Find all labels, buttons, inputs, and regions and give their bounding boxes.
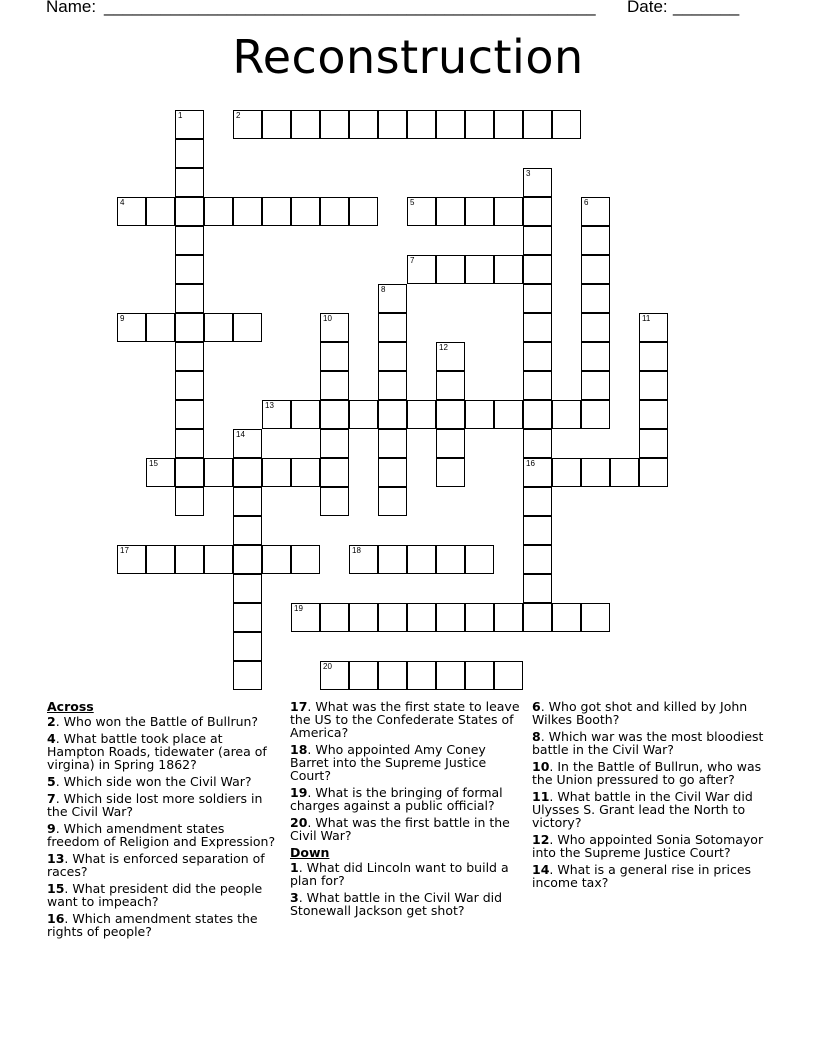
clue-item: 11. What battle in the Civil War did Ulysses S. Grant lead the North to victory? <box>532 789 753 830</box>
grid-cell[interactable] <box>494 661 523 690</box>
grid-cell[interactable] <box>349 603 378 632</box>
grid-cell[interactable] <box>378 458 407 487</box>
grid-cell[interactable] <box>320 371 349 400</box>
clue-item-number: 14 <box>532 862 550 877</box>
clue-item-text: What is a general rise in prices income tax? <box>532 862 752 890</box>
clue-item-number: 12 <box>532 832 550 847</box>
clue-number: 20 <box>323 662 332 671</box>
grid-cell[interactable] <box>378 661 407 690</box>
grid-cell[interactable] <box>552 458 581 487</box>
grid-cell[interactable] <box>436 458 465 487</box>
down-clue-list <box>290 861 522 917</box>
grid-cell[interactable] <box>233 197 262 226</box>
clue-item-number: 17 <box>290 699 308 714</box>
grid-cell[interactable] <box>146 313 175 342</box>
grid-cell[interactable] <box>291 110 320 139</box>
across-clue-list <box>47 715 279 938</box>
clue-number: 14 <box>236 430 245 439</box>
clue-number: 6 <box>584 198 589 207</box>
clue-item-text: What battle in the Civil War did Ulysses S. Grant lead the North to victory? <box>532 789 753 830</box>
grid-cell[interactable] <box>523 110 552 139</box>
grid-cell[interactable] <box>204 458 233 487</box>
clue-item-number: 6 <box>532 699 541 714</box>
clue-item-text: In the Battle of Bullrun, who was the Union pressured to go after? <box>532 759 762 787</box>
grid-cell[interactable] <box>494 400 523 429</box>
grid-cell[interactable] <box>639 371 668 400</box>
clue-item-number: 16 <box>47 911 65 926</box>
grid-cell[interactable] <box>552 110 581 139</box>
grid-cell[interactable] <box>291 400 320 429</box>
clue-item-text: What battle in the Civil War did Stonewall Jackson get shot? <box>290 890 503 918</box>
grid-cell[interactable] <box>233 110 262 139</box>
grid-cell[interactable] <box>262 110 291 139</box>
grid-cell[interactable] <box>233 458 262 487</box>
grid-cell[interactable] <box>349 110 378 139</box>
grid-cell[interactable] <box>117 197 146 226</box>
clue-number: 17 <box>120 546 129 555</box>
grid-cell[interactable] <box>407 110 436 139</box>
clue-item: 10. In the Battle of Bullrun, who was the Union pressured to go after? <box>532 759 762 787</box>
grid-cell[interactable] <box>378 110 407 139</box>
grid-cell[interactable] <box>233 603 262 632</box>
grid-cell[interactable] <box>378 603 407 632</box>
grid-cell[interactable] <box>320 313 349 342</box>
grid-cell[interactable] <box>407 545 436 574</box>
clues-column-3 <box>532 700 772 893</box>
grid-cell[interactable] <box>175 139 204 168</box>
grid-cell[interactable] <box>465 545 494 574</box>
grid-cell[interactable] <box>465 110 494 139</box>
clue-item-text: Which amendment states the rights of people? <box>47 911 258 939</box>
clue-item-text: Who got shot and killed by John Wilkes Booth? <box>532 699 748 727</box>
grid-cell[interactable] <box>436 255 465 284</box>
grid-cell[interactable] <box>523 574 552 603</box>
clue-item-number: 8 <box>532 729 541 744</box>
grid-cell[interactable] <box>233 632 262 661</box>
clue-item-number: 13 <box>47 851 65 866</box>
clue-item: 8. Which war was the most bloodiest battle in the Civil War? <box>532 729 764 757</box>
grid-cell[interactable] <box>175 313 204 342</box>
clue-item-text: What is enforced separation of races? <box>47 851 265 879</box>
grid-cell[interactable] <box>436 342 465 371</box>
grid-cell[interactable] <box>204 313 233 342</box>
clue-number: 13 <box>265 401 274 410</box>
clue-item-text: Which war was the most bloodiest battle in the Civil War? <box>532 729 764 757</box>
grid-cell[interactable] <box>465 197 494 226</box>
grid-cell[interactable] <box>639 313 668 342</box>
grid-cell[interactable] <box>523 458 552 487</box>
grid-cell[interactable] <box>494 603 523 632</box>
grid-cell[interactable] <box>233 429 262 458</box>
clue-item: 16. Which amendment states the rights of people? <box>47 911 258 939</box>
clue-number: 4 <box>120 198 125 207</box>
grid-cell[interactable] <box>494 255 523 284</box>
grid-cell[interactable] <box>175 545 204 574</box>
grid-cell[interactable] <box>349 545 378 574</box>
grid-cell[interactable] <box>407 255 436 284</box>
clue-item-number: 11 <box>532 789 550 804</box>
clue-item: 3. What battle in the Civil War did Stonewall Jackson get shot? <box>290 890 503 918</box>
grid-cell[interactable] <box>378 400 407 429</box>
clue-item-number: 18 <box>290 742 308 757</box>
grid-cell[interactable] <box>175 429 204 458</box>
grid-cell[interactable] <box>465 255 494 284</box>
grid-cell[interactable] <box>436 545 465 574</box>
grid-cell[interactable] <box>378 342 407 371</box>
clue-number: 8 <box>381 285 386 294</box>
grid-cell[interactable] <box>117 313 146 342</box>
name-label: Name: <box>46 0 97 16</box>
clue-number: 11 <box>642 314 651 323</box>
across-heading: Across <box>47 699 94 714</box>
grid-cell[interactable] <box>146 458 175 487</box>
grid-cell[interactable] <box>581 371 610 400</box>
down-heading: Down <box>290 845 330 860</box>
grid-cell[interactable] <box>523 516 552 545</box>
grid-cell[interactable] <box>233 516 262 545</box>
clue-item-number: 20 <box>290 815 308 830</box>
grid-cell[interactable] <box>378 313 407 342</box>
grid-cell[interactable] <box>552 400 581 429</box>
grid-cell[interactable] <box>581 313 610 342</box>
grid-cell[interactable] <box>320 661 349 690</box>
grid-cell[interactable] <box>407 197 436 226</box>
grid-cell[interactable] <box>320 197 349 226</box>
grid-cell[interactable] <box>639 400 668 429</box>
clue-number: 7 <box>410 256 415 265</box>
grid-cell[interactable] <box>146 197 175 226</box>
grid-cell[interactable] <box>581 458 610 487</box>
grid-cell[interactable] <box>378 429 407 458</box>
clue-item-text: What was the first state to leave the US to the Confederate States of America? <box>290 699 520 740</box>
grid-cell[interactable] <box>552 603 581 632</box>
grid-cell[interactable] <box>436 371 465 400</box>
grid-cell[interactable] <box>436 197 465 226</box>
grid-cell[interactable] <box>523 255 552 284</box>
clue-item: 2. Who won the Battle of Bullrun? <box>47 714 259 729</box>
clue-item: 1. What did Lincoln want to build a plan for? <box>290 860 509 888</box>
grid-cell[interactable] <box>581 197 610 226</box>
clue-number: 9 <box>120 314 125 323</box>
grid-cell[interactable] <box>175 168 204 197</box>
clue-item-number: 9 <box>47 821 56 836</box>
clue-item: 9. Which amendment states freedom of Religion and Expression? <box>47 821 276 849</box>
clue-item-text: Who won the Battle of Bullrun? <box>63 714 259 729</box>
grid-cell[interactable] <box>291 603 320 632</box>
grid-cell[interactable] <box>175 400 204 429</box>
grid-cell[interactable] <box>175 458 204 487</box>
clue-item: 7. Which side lost more soldiers in the Civil War? <box>47 791 263 819</box>
grid-cell[interactable] <box>465 400 494 429</box>
clue-item: 12. Who appointed Sonia Sotomayor into the Supreme Justice Court? <box>532 832 764 860</box>
clue-item: 17. What was the first state to leave the US to the Confederate States of America? <box>290 699 520 740</box>
clue-item: 5. Which side won the Civil War? <box>47 774 252 789</box>
grid-cell[interactable] <box>320 429 349 458</box>
clue-item: 13. What is enforced separation of races? <box>47 851 265 879</box>
grid-cell[interactable] <box>175 487 204 516</box>
grid-cell[interactable] <box>320 603 349 632</box>
grid-cell[interactable] <box>407 400 436 429</box>
grid-cell[interactable] <box>291 458 320 487</box>
grid-cell[interactable] <box>639 342 668 371</box>
grid-cell[interactable] <box>175 371 204 400</box>
grid-cell[interactable] <box>233 661 262 690</box>
clue-item-text: Who appointed Sonia Sotomayor into the Supreme Justice Court? <box>532 832 764 860</box>
date-line[interactable]: _______ <box>673 0 740 16</box>
grid-cell[interactable] <box>378 371 407 400</box>
clue-item-number: 4 <box>47 731 56 746</box>
clue-item: 18. Who appointed Amy Coney Barret into the Supreme Justice Court? <box>290 742 487 783</box>
clue-item: 4. What battle took place at Hampton Roads, tidewater (area of virgina) in Spring 1862? <box>47 731 267 772</box>
clue-item-text: Who appointed Amy Coney Barret into the Supreme Justice Court? <box>290 742 487 783</box>
clue-item-number: 10 <box>532 759 550 774</box>
date-label: Date: <box>627 0 668 16</box>
grid-cell[interactable] <box>349 661 378 690</box>
grid-cell[interactable] <box>233 574 262 603</box>
grid-cell[interactable] <box>581 226 610 255</box>
page-title: Reconstruction <box>232 30 584 84</box>
clue-number: 15 <box>149 459 158 468</box>
grid-cell[interactable] <box>378 487 407 516</box>
clue-item-number: 7 <box>47 791 56 806</box>
grid-cell[interactable] <box>262 400 291 429</box>
clue-item: 15. What president did the people want to impeach? <box>47 881 263 909</box>
clue-item-text: What was the first battle in the Civil War? <box>290 815 510 843</box>
grid-cell[interactable] <box>175 226 204 255</box>
grid-cell[interactable] <box>291 545 320 574</box>
grid-cell[interactable] <box>262 458 291 487</box>
grid-cell[interactable] <box>320 110 349 139</box>
clue-item-text: Which side won the Civil War? <box>63 774 252 789</box>
grid-cell[interactable] <box>320 342 349 371</box>
clue-item: 6. Who got shot and killed by John Wilkes Booth? <box>532 699 748 727</box>
clue-item-number: 2 <box>47 714 56 729</box>
grid-cell[interactable] <box>494 110 523 139</box>
grid-cell[interactable] <box>233 487 262 516</box>
grid-cell[interactable] <box>523 284 552 313</box>
grid-cell[interactable] <box>146 545 175 574</box>
grid-cell[interactable] <box>523 603 552 632</box>
clue-number: 2 <box>236 111 241 120</box>
grid-cell[interactable] <box>204 197 233 226</box>
grid-cell[interactable] <box>523 429 552 458</box>
clue-item-text: Which side lost more soldiers in the Civil War? <box>47 791 263 819</box>
grid-cell[interactable] <box>320 400 349 429</box>
grid-cell[interactable] <box>378 284 407 313</box>
grid-cell[interactable] <box>233 545 262 574</box>
grid-cell[interactable] <box>581 603 610 632</box>
grid-cell[interactable] <box>639 458 668 487</box>
grid-cell[interactable] <box>494 197 523 226</box>
grid-cell[interactable] <box>407 603 436 632</box>
grid-cell[interactable] <box>407 661 436 690</box>
grid-cell[interactable] <box>581 284 610 313</box>
down-clue-list-continued <box>532 700 772 889</box>
clue-number: 3 <box>526 169 531 178</box>
grid-cell[interactable] <box>262 197 291 226</box>
grid-cell[interactable] <box>523 197 552 226</box>
grid-cell[interactable] <box>581 400 610 429</box>
clue-item-number: 15 <box>47 881 65 896</box>
grid-cell[interactable] <box>523 487 552 516</box>
grid-cell[interactable] <box>320 487 349 516</box>
grid-cell[interactable] <box>378 545 407 574</box>
clue-item-number: 5 <box>47 774 56 789</box>
clue-item-text: Which amendment states freedom of Religion and Expression? <box>47 821 276 849</box>
clue-number: 1 <box>178 111 183 120</box>
grid-cell[interactable] <box>436 110 465 139</box>
clue-number: 16 <box>526 459 535 468</box>
clue-number: 12 <box>439 343 448 352</box>
grid-cell[interactable] <box>175 342 204 371</box>
grid-cell[interactable] <box>436 429 465 458</box>
grid-cell[interactable] <box>523 400 552 429</box>
name-line[interactable]: ____________________________________________________ <box>104 0 596 16</box>
clue-item-number: 1 <box>290 860 299 875</box>
grid-cell[interactable] <box>349 400 378 429</box>
grid-cell[interactable] <box>523 226 552 255</box>
clues-column-2 <box>290 700 522 921</box>
clue-item-number: 19 <box>290 785 308 800</box>
grid-cell[interactable] <box>262 545 291 574</box>
grid-cell[interactable] <box>117 545 146 574</box>
clue-item: 20. What was the first battle in the Civil War? <box>290 815 510 843</box>
clue-number: 10 <box>323 314 332 323</box>
grid-cell[interactable] <box>523 342 552 371</box>
grid-cell[interactable] <box>320 458 349 487</box>
clue-number: 5 <box>410 198 415 207</box>
grid-cell[interactable] <box>436 603 465 632</box>
grid-cell[interactable] <box>175 197 204 226</box>
grid-cell[interactable] <box>581 342 610 371</box>
grid-cell[interactable] <box>233 313 262 342</box>
clue-item: 19. What is the bringing of formal charges against a public official? <box>290 785 503 813</box>
grid-cell[interactable] <box>610 458 639 487</box>
grid-cell[interactable] <box>349 197 378 226</box>
grid-cell[interactable] <box>291 197 320 226</box>
grid-cell[interactable] <box>523 545 552 574</box>
grid-cell[interactable] <box>175 110 204 139</box>
clue-item: 14. What is a general rise in prices income tax? <box>532 862 752 890</box>
clue-item-text: What president did the people want to impeach? <box>47 881 263 909</box>
clue-item-text: What is the bringing of formal charges against a public official? <box>290 785 503 813</box>
grid-cell[interactable] <box>465 603 494 632</box>
clue-item-text: What did Lincoln want to build a plan for? <box>290 860 509 888</box>
grid-cell[interactable] <box>639 429 668 458</box>
clue-number: 18 <box>352 546 361 555</box>
grid-cell[interactable] <box>204 545 233 574</box>
grid-cell[interactable] <box>175 255 204 284</box>
grid-cell[interactable] <box>523 168 552 197</box>
clue-item-text: What battle took place at Hampton Roads, tidewater (area of virgina) in Spring 1862? <box>47 731 267 772</box>
grid-cell[interactable] <box>581 255 610 284</box>
clue-item-number: 3 <box>290 890 299 905</box>
clue-number: 19 <box>294 604 303 613</box>
grid-cell[interactable] <box>175 284 204 313</box>
grid-cell[interactable] <box>436 661 465 690</box>
grid-cell[interactable] <box>436 400 465 429</box>
grid-cell[interactable] <box>523 371 552 400</box>
across-clue-list-continued <box>290 700 522 842</box>
grid-cell[interactable] <box>523 313 552 342</box>
grid-cell[interactable] <box>465 661 494 690</box>
clues-column-1 <box>47 700 279 942</box>
